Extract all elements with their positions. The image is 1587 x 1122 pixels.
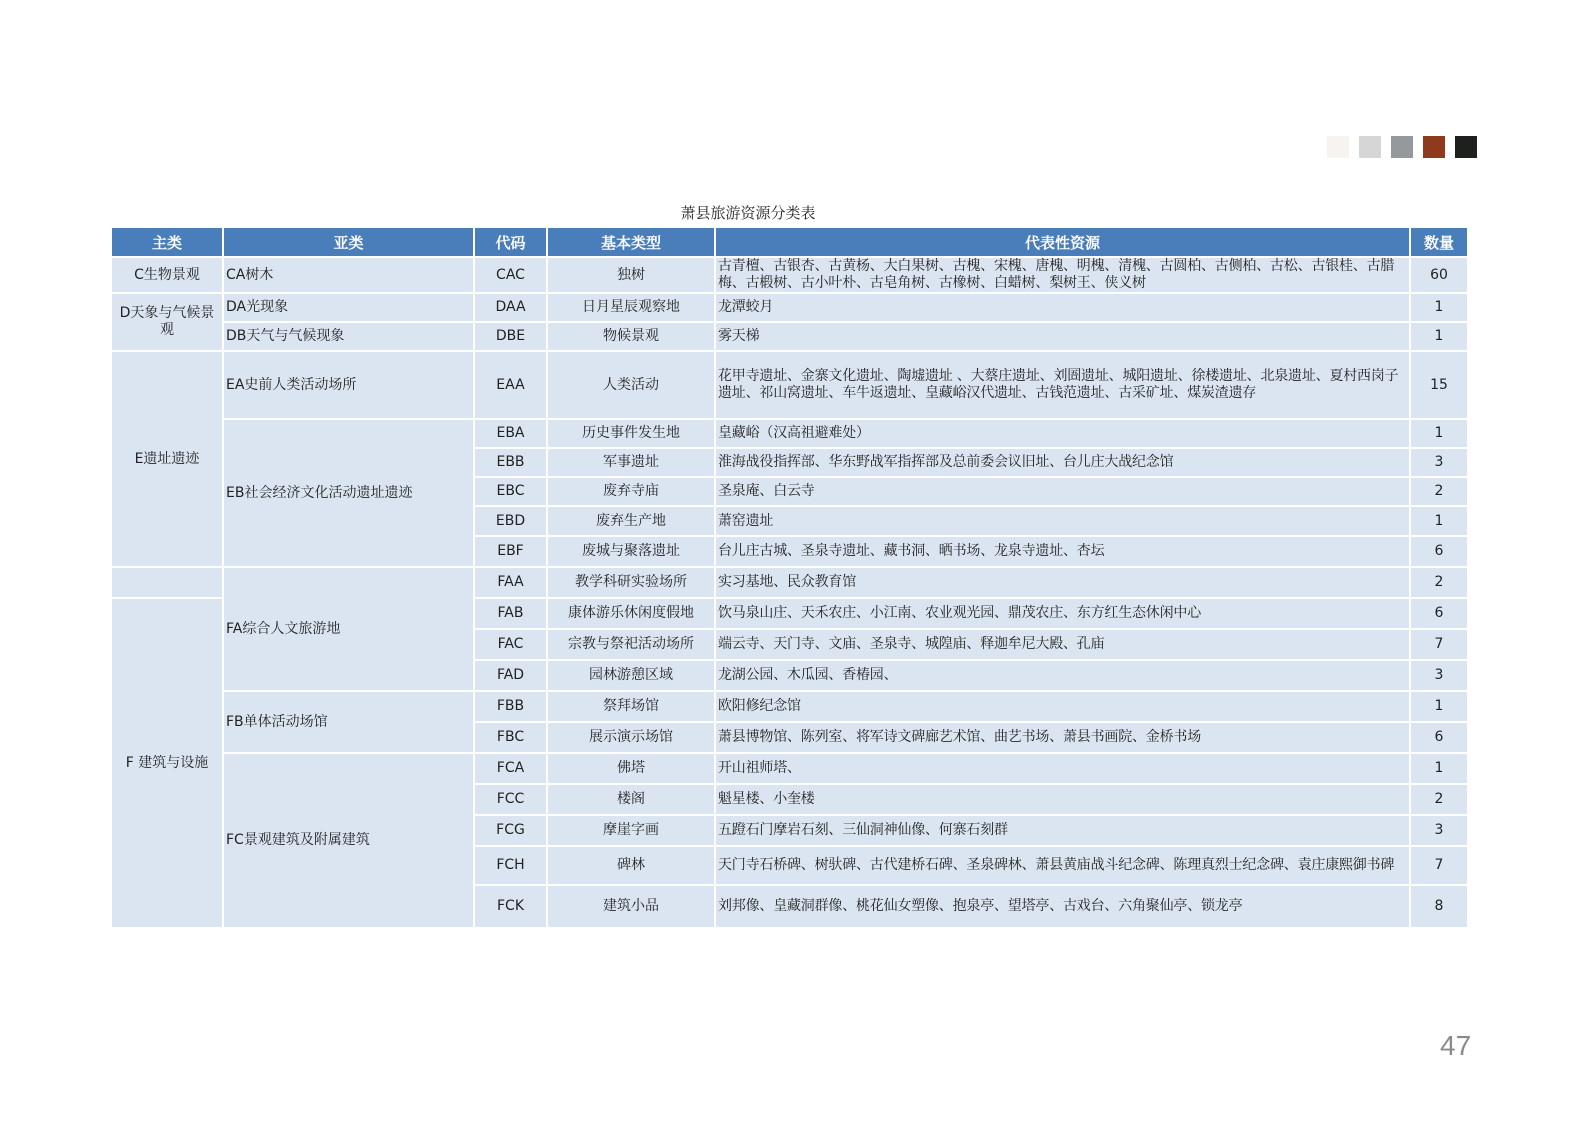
code-cell: DBE xyxy=(475,323,546,350)
resources-cell: 欧阳修纪念馆 xyxy=(716,692,1409,721)
type-cell: 教学科研实验场所 xyxy=(548,568,714,597)
count-cell: 1 xyxy=(1411,507,1467,535)
code-cell: FAC xyxy=(475,630,546,659)
table-row xyxy=(112,352,1467,418)
count-cell: 6 xyxy=(1411,599,1467,628)
sub-class-cell: EA史前人类活动场所 xyxy=(224,352,473,418)
table-row xyxy=(112,323,1467,350)
main-class-cell: E遗址遗迹 xyxy=(112,352,222,566)
table-row xyxy=(112,258,1467,292)
count-cell: 60 xyxy=(1411,258,1467,292)
code-cell: EBB xyxy=(475,449,546,476)
tourism-resource-table xyxy=(110,226,1469,929)
table-row xyxy=(112,420,1467,447)
code-cell: DAA xyxy=(475,294,546,321)
sub-class-cell: CA树木 xyxy=(224,258,473,292)
resources-cell: 淮海战役指挥部、华东野战军指挥部及总前委会议旧址、台儿庄大战纪念馆 xyxy=(716,449,1409,476)
code-cell: FCK xyxy=(475,886,546,927)
header-basic-type: 基本类型 xyxy=(548,228,714,256)
count-cell: 6 xyxy=(1411,537,1467,566)
resources-cell: 实习基地、民众教育馆 xyxy=(716,568,1409,597)
sub-class-cell: FB单体活动场馆 xyxy=(224,692,473,752)
code-cell: EBF xyxy=(475,537,546,566)
type-cell: 展示演示场馆 xyxy=(548,723,714,752)
code-cell: EBD xyxy=(475,507,546,535)
sub-class-cell: DA光现象 xyxy=(224,294,473,321)
main-class-cell-empty xyxy=(112,568,222,597)
count-cell: 2 xyxy=(1411,478,1467,505)
swatch-cream xyxy=(1327,136,1349,158)
code-cell: FAD xyxy=(475,661,546,690)
resources-cell: 五蹬石门摩岩石刻、三仙洞神仙像、何寨石刻群 xyxy=(716,816,1409,845)
count-cell: 7 xyxy=(1411,630,1467,659)
count-cell: 2 xyxy=(1411,785,1467,814)
resources-cell: 圣泉庵、白云寺 xyxy=(716,478,1409,505)
main-class-cell: F 建筑与设施 xyxy=(112,599,222,927)
type-cell: 宗教与祭祀活动场所 xyxy=(548,630,714,659)
count-cell: 1 xyxy=(1411,692,1467,721)
count-cell: 1 xyxy=(1411,754,1467,783)
resources-cell: 魁星楼、小奎楼 xyxy=(716,785,1409,814)
resources-cell: 龙潭蛟月 xyxy=(716,294,1409,321)
count-cell: 1 xyxy=(1411,323,1467,350)
swatch-rust xyxy=(1423,136,1445,158)
table-row xyxy=(112,294,1467,321)
type-cell: 独树 xyxy=(548,258,714,292)
swatch-black xyxy=(1455,136,1477,158)
header-count: 数量 xyxy=(1411,228,1467,256)
resources-cell: 雾天梯 xyxy=(716,323,1409,350)
type-cell: 摩崖字画 xyxy=(548,816,714,845)
swatch-gray xyxy=(1391,136,1413,158)
header-resources: 代表性资源 xyxy=(716,228,1409,256)
sub-class-cell: FA综合人文旅游地 xyxy=(224,568,473,690)
count-cell: 3 xyxy=(1411,449,1467,476)
type-cell: 祭拜场馆 xyxy=(548,692,714,721)
code-cell: CAC xyxy=(475,258,546,292)
resources-cell: 台儿庄古城、圣泉寺遗址、藏书洞、晒书场、龙泉寺遗址、杏坛 xyxy=(716,537,1409,566)
code-cell: FCH xyxy=(475,847,546,884)
count-cell: 6 xyxy=(1411,723,1467,752)
main-class-cell: C生物景观 xyxy=(112,258,222,292)
code-cell: FCG xyxy=(475,816,546,845)
code-cell: FCC xyxy=(475,785,546,814)
type-cell: 军事遗址 xyxy=(548,449,714,476)
table-title: 萧县旅游资源分类表 xyxy=(680,204,816,222)
type-cell: 建筑小品 xyxy=(548,886,714,927)
count-cell: 7 xyxy=(1411,847,1467,884)
table-row xyxy=(112,692,1467,721)
sub-class-cell: FC景观建筑及附属建筑 xyxy=(224,754,473,927)
code-cell: FAB xyxy=(475,599,546,628)
count-cell: 1 xyxy=(1411,294,1467,321)
code-cell: EAA xyxy=(475,352,546,418)
count-cell: 3 xyxy=(1411,661,1467,690)
table-row xyxy=(112,568,1467,597)
type-cell: 废弃寺庙 xyxy=(548,478,714,505)
code-cell: EBA xyxy=(475,420,546,447)
resources-cell: 萧县博物馆、陈列室、将军诗文碑廊艺术馆、曲艺书场、萧县书画院、金桥书场 xyxy=(716,723,1409,752)
header-code: 代码 xyxy=(475,228,546,256)
resources-cell: 萧窑遗址 xyxy=(716,507,1409,535)
page-number: 47 xyxy=(1440,1030,1472,1061)
type-cell: 碑林 xyxy=(548,847,714,884)
table-row xyxy=(112,754,1467,783)
resources-cell: 刘邦像、皇藏洞群像、桃花仙女塑像、抱泉亭、望塔亭、古戏台、六角聚仙亭、锁龙亭 xyxy=(716,886,1409,927)
count-cell: 8 xyxy=(1411,886,1467,927)
type-cell: 废弃生产地 xyxy=(548,507,714,535)
type-cell: 康体游乐休闲度假地 xyxy=(548,599,714,628)
sub-class-cell: DB天气与气候现象 xyxy=(224,323,473,350)
resources-cell: 皇藏峪（汉高祖避难处） xyxy=(716,420,1409,447)
resources-cell: 龙湖公园、木瓜园、香椿园、 xyxy=(716,661,1409,690)
type-cell: 佛塔 xyxy=(548,754,714,783)
code-cell: FAA xyxy=(475,568,546,597)
count-cell: 1 xyxy=(1411,420,1467,447)
main-class-cell: D天象与气候景观 xyxy=(112,294,222,350)
header-sub-class: 亚类 xyxy=(224,228,473,256)
count-cell: 15 xyxy=(1411,352,1467,418)
code-cell: EBC xyxy=(475,478,546,505)
code-cell: FCA xyxy=(475,754,546,783)
resources-cell: 天门寺石桥碑、树驮碑、古代建桥石碑、圣泉碑林、萧县黄庙战斗纪念碑、陈理真烈士纪念碑、袁庄康熙御书碑 xyxy=(716,847,1409,884)
resources-cell: 端云寺、天门寺、文庙、圣泉寺、城隍庙、释迦牟尼大殿、孔庙 xyxy=(716,630,1409,659)
type-cell: 楼阁 xyxy=(548,785,714,814)
type-cell: 废城与聚落遗址 xyxy=(548,537,714,566)
header-main-class: 主类 xyxy=(112,228,222,256)
resources-cell: 古青檀、古银杏、古黄杨、大白果树、古槐、宋槐、唐槐、明槐、清槐、古圆柏、古侧柏、古松、古银桂、古腊梅、古椴树、古小叶朴、古皂角树、古橡树、白蜡树、梨树王、侠义树 xyxy=(716,258,1409,292)
header-row xyxy=(112,228,1467,256)
count-cell: 3 xyxy=(1411,816,1467,845)
code-cell: FBC xyxy=(475,723,546,752)
resources-cell: 饮马泉山庄、天禾农庄、小江南、农业观光园、鼎茂农庄、东方红生态休闲中心 xyxy=(716,599,1409,628)
resources-cell: 花甲寺遗址、金寨文化遗址、陶墟遗址 、大蔡庄遗址、刘圄遗址、城阳遗址、徐楼遗址、北泉遗址、夏村西岗子遗址、祁山窝遗址、车牛返遗址、皇藏峪汉代遗址、古钱范遗址、古采矿址、煤炭渣遗存 xyxy=(716,352,1409,418)
type-cell: 园林游憩区域 xyxy=(548,661,714,690)
type-cell: 人类活动 xyxy=(548,352,714,418)
type-cell: 历史事件发生地 xyxy=(548,420,714,447)
count-cell: 2 xyxy=(1411,568,1467,597)
resources-cell: 开山祖师塔、 xyxy=(716,754,1409,783)
color-swatches xyxy=(1327,136,1477,158)
type-cell: 物候景观 xyxy=(548,323,714,350)
sub-class-cell: EB社会经济文化活动遗址遗迹 xyxy=(224,420,473,566)
code-cell: FBB xyxy=(475,692,546,721)
type-cell: 日月星辰观察地 xyxy=(548,294,714,321)
swatch-light-gray xyxy=(1359,136,1381,158)
